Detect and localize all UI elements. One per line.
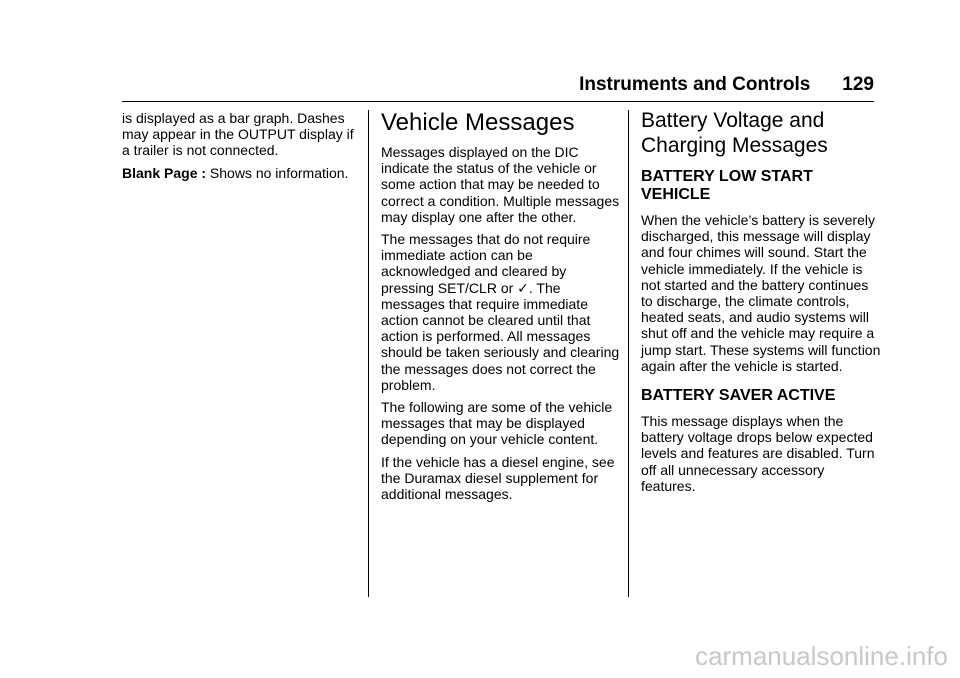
col2-paragraph-2-start: The messages that do not require immediate action can be acknowledged and cleared by pressing SET/CLR or xyxy=(381,231,591,296)
header-rule xyxy=(122,101,874,102)
column-3 xyxy=(641,110,881,494)
battery-low-heading: BATTERY LOW START VEHICLE xyxy=(641,168,813,203)
battery-saver-heading: BATTERY SAVER ACTIVE xyxy=(641,387,836,405)
column-divider-2 xyxy=(628,110,629,597)
column-divider-1 xyxy=(368,110,369,597)
battery-low-paragraph: When the vehicle’s battery is severely discharged, this message will display and four chimes will sound. Start the vehicle immediately. If the vehicle is not started and the battery continues to discharge, the climate controls, heated seats, and audio systems will shut off and the vehicle may require a jump start. These systems will function again after the vehicle is started. xyxy=(641,212,881,374)
col2-paragraph-2 xyxy=(381,231,621,393)
vehicle-messages-heading: Vehicle Messages xyxy=(381,109,575,136)
blank-page-label: Blank Page : xyxy=(122,164,207,181)
section-title: Instruments and Controls xyxy=(579,74,811,95)
col1-paragraph: is displayed as a bar graph. Dashes may appear in the OUTPUT display if a trailer is not connected. xyxy=(122,110,354,159)
col2-paragraph-4: If the vehicle has a diesel engine, see the Duramax diesel supplement for additional messages. xyxy=(381,453,615,503)
blank-page-text: Shows no information. xyxy=(206,164,349,181)
checkmark-icon: ✓ xyxy=(517,279,529,296)
battery-saver-paragraph: This message displays when the battery voltage drops below expected levels and features are disabled. Turn off all unnecessary accessory features. xyxy=(641,413,875,494)
watermark: carmanualsonline.info xyxy=(695,641,948,671)
column-1 xyxy=(122,110,362,181)
column-2 xyxy=(381,110,621,502)
col2-paragraph-3: The following are some of the vehicle messages that may be displayed depending on your vehicle content. xyxy=(381,399,613,448)
col2-paragraph-1: Messages displayed on the DIC indicate the status of the vehicle or some action that may be needed to correct a condition. Multiple messages may display one after the other. xyxy=(381,144,620,225)
page-number: 129 xyxy=(842,74,874,95)
col2-paragraph-2-end: . The messages that require immediate action cannot be cleared until that action is performed. All messages should be taken seriously and clearing the messages does not correct the problem. xyxy=(381,279,620,393)
blank-page-paragraph xyxy=(122,165,362,181)
battery-voltage-heading: Battery Voltage and Charging Messages xyxy=(641,109,828,157)
page-header xyxy=(579,74,874,96)
